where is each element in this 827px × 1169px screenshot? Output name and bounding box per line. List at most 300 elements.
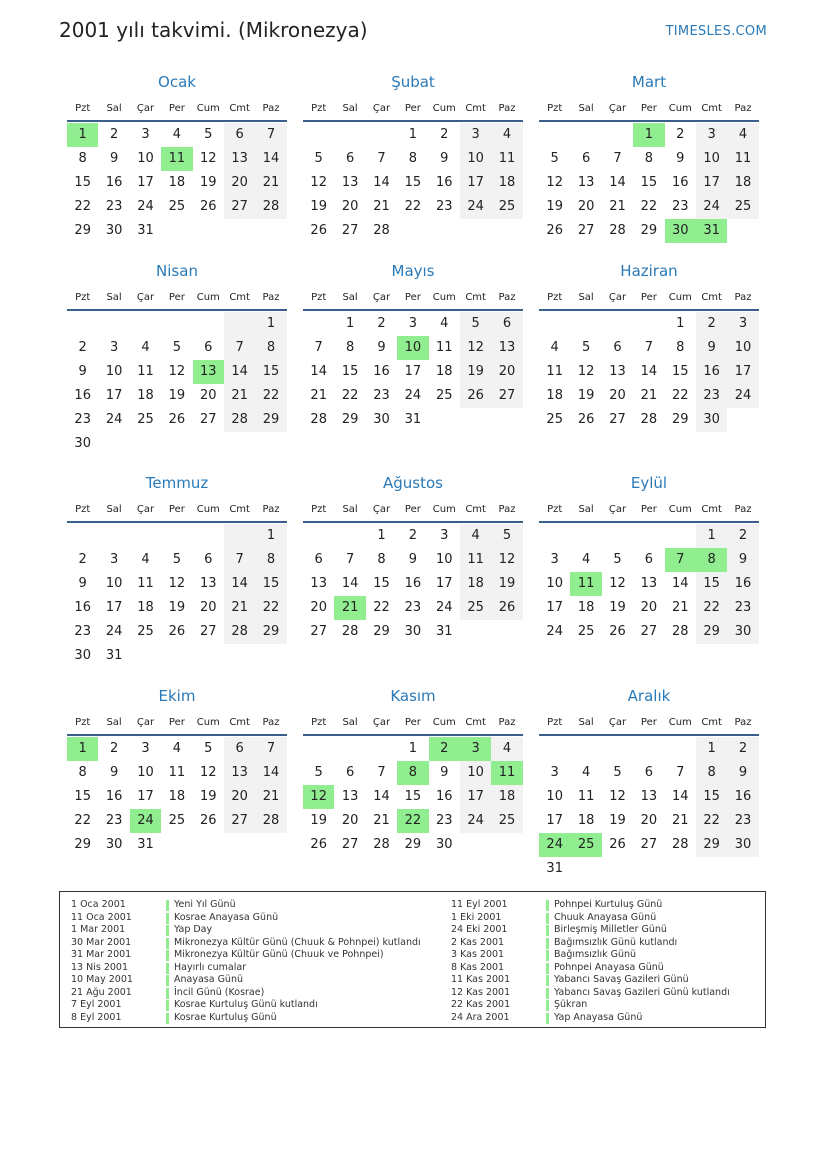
month-12: [539, 684, 759, 881]
day-cell: 4: [141, 340, 150, 355]
day-cell: 19: [310, 199, 327, 214]
legend-item: [451, 949, 730, 962]
day-cell: 21: [671, 813, 689, 828]
legend-color-marker: [166, 913, 169, 924]
weekday-label: Per: [404, 103, 421, 114]
day-cell: 12: [168, 364, 186, 379]
day-grid: [303, 524, 523, 644]
day-cell: 11: [435, 340, 453, 355]
weekday-label: Cum: [668, 717, 692, 728]
month-name: Eylül: [630, 474, 668, 492]
day-cell: 27: [341, 223, 359, 238]
day-cell: 25: [460, 596, 491, 620]
empty-cell: [98, 312, 129, 336]
day-cell: 2: [727, 524, 758, 548]
weekday-label: Cum: [668, 504, 692, 515]
day-cell: 7: [377, 765, 386, 780]
weekday-label: Cmt: [465, 717, 486, 728]
day-cell: 14: [310, 364, 327, 379]
day-cell: 19: [609, 600, 626, 615]
month-5: [303, 259, 523, 432]
month-name: Mayıs: [391, 262, 435, 280]
weekday-header: [67, 287, 287, 311]
legend-holiday-name: Kosrae Anayasa Günü: [174, 911, 279, 923]
weekday-label: Cmt: [701, 504, 722, 515]
weekday-label: Pzt: [75, 292, 91, 303]
day-cell: 31: [404, 412, 422, 427]
day-cell: 8: [676, 340, 685, 355]
day-cell: 18: [546, 388, 563, 403]
weekday-label: Per: [640, 292, 657, 303]
weekday-label: Cmt: [229, 504, 250, 515]
day-cell: 2: [109, 127, 119, 142]
day-grid: [539, 737, 759, 881]
weekday-label: Cmt: [701, 103, 722, 114]
day-grid: [303, 312, 523, 432]
day-cell: 15: [74, 175, 91, 190]
day-cell: 28: [255, 195, 286, 219]
day-cell: 21: [224, 596, 255, 620]
day-cell: 19: [199, 789, 217, 804]
day-cell: 22: [671, 388, 689, 403]
day-cell: 4: [491, 123, 522, 147]
holiday-day-cell: 13: [193, 360, 224, 384]
day-cell: 25: [491, 809, 522, 833]
legend-item: [451, 899, 730, 912]
empty-cell: [539, 123, 570, 147]
day-cell: 16: [671, 175, 689, 190]
day-cell: 26: [199, 199, 217, 214]
day-cell: 17: [696, 171, 727, 195]
day-cell: 7: [255, 737, 286, 761]
day-cell: 22: [255, 384, 286, 408]
day-cell: 15: [255, 360, 286, 384]
day-cell: 29: [671, 412, 689, 427]
day-cell: 2: [440, 127, 449, 142]
weekday-label: Sal: [106, 292, 122, 303]
day-cell: 9: [676, 151, 685, 166]
day-cell: 18: [491, 171, 522, 195]
day-cell: 16: [435, 175, 453, 190]
legend-date: 12 Kas 2001: [451, 986, 511, 998]
legend-color-marker: [166, 1000, 169, 1011]
day-cell: 14: [255, 761, 286, 785]
weekday-header: [67, 98, 287, 122]
day-cell: 13: [341, 175, 359, 190]
holiday-legend: [59, 891, 766, 1028]
legend-color-marker: [166, 975, 169, 986]
weekday-label: Sal: [342, 504, 358, 515]
day-cell: 14: [373, 789, 390, 804]
day-cell: 2: [676, 127, 685, 142]
weekday-label: Pzt: [311, 103, 327, 114]
day-cell: 22: [404, 199, 422, 214]
day-cell: 31: [105, 648, 123, 663]
day-cell: 24: [460, 809, 491, 833]
day-cell: 19: [168, 388, 186, 403]
day-cell: 8: [78, 151, 87, 166]
day-cell: 3: [460, 123, 491, 147]
legend-holiday-name: Mikronezya Kültür Günü (Chuuk ve Pohnpei): [174, 949, 384, 960]
day-cell: 29: [255, 408, 286, 432]
day-cell: 9: [109, 765, 119, 780]
day-cell: 28: [255, 809, 286, 833]
weekday-label: Per: [640, 103, 657, 114]
weekday-header: [539, 98, 759, 122]
day-cell: 7: [255, 123, 286, 147]
weekday-header: [539, 287, 759, 311]
day-cell: 26: [168, 412, 186, 427]
empty-cell: [366, 737, 397, 761]
day-cell: 30: [696, 408, 727, 432]
day-cell: 5: [314, 151, 323, 166]
day-cell: 14: [255, 147, 286, 171]
day-cell: 23: [435, 199, 453, 214]
day-cell: 16: [74, 388, 91, 403]
weekday-label: Sal: [578, 292, 594, 303]
weekday-label: Çar: [608, 504, 627, 515]
month-8: [303, 471, 523, 644]
empty-cell: [193, 524, 224, 548]
empty-cell: [334, 524, 365, 548]
day-cell: 25: [546, 412, 563, 427]
legend-date: 24 Eki 2001: [451, 924, 508, 935]
day-cell: 6: [345, 151, 355, 166]
weekday-label: Sal: [342, 103, 358, 114]
empty-cell: [633, 737, 664, 761]
brand-link[interactable]: TIMESLES.COM: [665, 24, 767, 39]
day-cell: 10: [137, 151, 154, 166]
weekday-label: Per: [404, 504, 421, 515]
day-cell: 16: [74, 600, 91, 615]
legend-date: 30 Mar 2001: [71, 936, 132, 948]
day-cell: 14: [609, 175, 626, 190]
legend-holiday-name: Birleşmiş Milletler Günü: [554, 924, 667, 935]
month-name: Temmuz: [145, 474, 209, 492]
legend-date: 1 Oca 2001: [71, 899, 126, 910]
empty-cell: [633, 524, 664, 548]
legend-color-marker: [166, 963, 169, 974]
holiday-day-cell: 11: [491, 761, 522, 785]
day-cell: 20: [310, 600, 327, 615]
day-cell: 7: [314, 340, 323, 355]
day-cell: 12: [460, 336, 491, 360]
day-cell: 16: [105, 175, 123, 190]
legend-item: [451, 912, 730, 925]
empty-cell: [98, 524, 129, 548]
day-cell: 11: [491, 147, 522, 171]
day-cell: 9: [727, 548, 758, 572]
day-cell: 2: [696, 312, 727, 336]
day-cell: 10: [105, 576, 123, 591]
weekday-label: Cmt: [465, 103, 486, 114]
legend-color-marker: [546, 938, 549, 949]
day-cell: 6: [644, 765, 653, 780]
day-cell: 28: [609, 223, 626, 238]
weekday-label: Sal: [106, 717, 122, 728]
day-cell: 22: [696, 596, 727, 620]
weekday-label: Paz: [734, 717, 752, 728]
weekday-label: Cum: [668, 292, 692, 303]
day-cell: 26: [168, 624, 186, 639]
weekday-label: Cum: [196, 717, 220, 728]
day-cell: 26: [199, 813, 217, 828]
weekday-header: [539, 712, 759, 736]
day-cell: 10: [460, 761, 491, 785]
day-cell: 26: [609, 624, 626, 639]
day-cell: 16: [105, 789, 123, 804]
day-cell: 6: [581, 151, 591, 166]
day-cell: 27: [640, 624, 658, 639]
legend-item: [71, 937, 421, 950]
day-cell: 26: [577, 412, 595, 427]
legend-item: [71, 899, 421, 912]
day-cell: 17: [404, 364, 422, 379]
page-title: 2001 yılı takvimi. (Mikronezya): [59, 18, 368, 42]
legend-column-left: [71, 899, 421, 1024]
day-cell: 17: [546, 813, 563, 828]
day-cell: 27: [341, 837, 359, 852]
legend-item: [451, 974, 730, 987]
legend-column-right: [451, 899, 730, 1024]
day-cell: 16: [696, 360, 727, 384]
day-cell: 19: [310, 813, 327, 828]
empty-cell: [67, 524, 98, 548]
month-name: Nisan: [156, 262, 198, 280]
day-cell: 3: [141, 127, 150, 142]
legend-item: [71, 999, 421, 1012]
weekday-header: [303, 712, 523, 736]
holiday-day-cell: 24: [130, 809, 161, 833]
weekday-label: Cum: [432, 292, 456, 303]
day-cell: 19: [546, 199, 563, 214]
legend-item: [451, 1012, 730, 1025]
day-cell: 14: [671, 576, 689, 591]
legend-holiday-name: Bağımsızlık Günü kutlandı: [554, 936, 678, 948]
day-cell: 7: [676, 765, 685, 780]
day-cell: 23: [74, 412, 91, 427]
month-name: Aralık: [627, 687, 671, 705]
holiday-day-cell: 11: [570, 572, 601, 596]
day-cell: 5: [204, 127, 213, 142]
day-grid: [539, 312, 759, 432]
legend-holiday-name: Chuuk Anayasa Günü: [554, 911, 657, 923]
day-cell: 10: [546, 789, 563, 804]
day-cell: 26: [310, 837, 327, 852]
month-name: Kasım: [390, 687, 436, 705]
day-cell: 27: [491, 384, 522, 408]
empty-cell: [303, 312, 334, 336]
holiday-day-cell: 3: [460, 737, 491, 761]
day-cell: 28: [224, 408, 255, 432]
day-cell: 27: [640, 837, 658, 852]
day-cell: 23: [105, 813, 123, 828]
day-cell: 13: [491, 336, 522, 360]
day-cell: 10: [727, 336, 758, 360]
weekday-label: Paz: [498, 717, 516, 728]
day-cell: 28: [640, 412, 658, 427]
holiday-day-cell: 12: [303, 785, 334, 809]
holiday-day-cell: 7: [665, 548, 696, 572]
legend-color-marker: [546, 913, 549, 924]
empty-cell: [193, 312, 224, 336]
day-cell: 23: [373, 388, 390, 403]
day-cell: 2: [78, 552, 87, 567]
day-cell: 9: [377, 340, 386, 355]
day-cell: 23: [671, 199, 689, 214]
day-cell: 17: [105, 600, 123, 615]
legend-color-marker: [166, 1013, 169, 1024]
day-cell: 8: [377, 552, 386, 567]
day-cell: 3: [550, 552, 559, 567]
legend-item: [451, 999, 730, 1012]
day-cell: 24: [105, 624, 123, 639]
day-cell: 18: [577, 600, 595, 615]
day-cell: 20: [224, 785, 255, 809]
day-cell: 1: [255, 524, 286, 548]
legend-holiday-name: Kosrae Kurtuluş Günü: [174, 1011, 277, 1023]
day-cell: 25: [168, 199, 186, 214]
day-cell: 4: [491, 737, 522, 761]
weekday-label: Sal: [342, 292, 358, 303]
weekday-label: Cmt: [229, 292, 250, 303]
day-grid: [303, 123, 523, 243]
holiday-day-cell: 22: [397, 809, 428, 833]
weekday-label: Per: [640, 717, 657, 728]
day-cell: 9: [109, 151, 119, 166]
day-cell: 29: [74, 223, 91, 238]
day-cell: 18: [435, 364, 453, 379]
weekday-label: Çar: [608, 717, 627, 728]
day-cell: 21: [224, 384, 255, 408]
day-cell: 20: [199, 600, 217, 615]
day-cell: 31: [137, 223, 154, 238]
day-cell: 19: [577, 388, 595, 403]
empty-cell: [539, 524, 570, 548]
day-cell: 14: [224, 572, 255, 596]
day-cell: 4: [727, 123, 758, 147]
day-cell: 21: [310, 388, 327, 403]
day-cell: 6: [613, 340, 622, 355]
day-cell: 11: [168, 765, 186, 780]
day-cell: 15: [671, 364, 689, 379]
day-cell: 23: [435, 813, 453, 828]
month-name: Şubat: [391, 73, 435, 91]
day-cell: 24: [546, 624, 563, 639]
day-cell: 9: [440, 151, 449, 166]
day-cell: 28: [224, 620, 255, 644]
day-cell: 13: [640, 576, 658, 591]
weekday-label: Pzt: [547, 103, 563, 114]
day-cell: 4: [440, 316, 449, 331]
legend-item: [71, 924, 421, 937]
day-cell: 2: [727, 737, 758, 761]
weekday-label: Cum: [196, 103, 220, 114]
empty-cell: [224, 524, 255, 548]
empty-cell: [570, 123, 601, 147]
day-cell: 5: [550, 151, 559, 166]
day-cell: 26: [310, 223, 327, 238]
weekday-label: Paz: [734, 103, 752, 114]
day-cell: 18: [168, 789, 186, 804]
day-cell: 11: [460, 548, 491, 572]
day-cell: 22: [74, 199, 91, 214]
day-cell: 17: [727, 360, 758, 384]
day-cell: 19: [609, 813, 626, 828]
day-cell: 6: [224, 737, 255, 761]
day-cell: 15: [74, 789, 91, 804]
legend-date: 2 Kas 2001: [451, 936, 505, 948]
month-6: [539, 259, 759, 432]
day-cell: 26: [491, 596, 522, 620]
day-cell: 4: [172, 127, 181, 142]
day-cell: 20: [224, 171, 255, 195]
weekday-label: Paz: [262, 103, 280, 114]
day-cell: 9: [727, 761, 758, 785]
day-cell: 25: [727, 195, 758, 219]
weekday-label: Cmt: [701, 292, 722, 303]
day-cell: 24: [105, 412, 123, 427]
day-grid: [539, 123, 759, 243]
month-7: [67, 471, 287, 668]
weekday-label: Cum: [196, 504, 220, 515]
empty-cell: [334, 737, 365, 761]
day-cell: 27: [577, 223, 595, 238]
day-cell: 29: [640, 223, 658, 238]
month-3: [539, 70, 759, 243]
day-cell: 4: [581, 765, 591, 780]
legend-item: [451, 924, 730, 937]
empty-cell: [161, 524, 192, 548]
day-cell: 7: [345, 552, 355, 567]
day-cell: 20: [341, 199, 359, 214]
day-cell: 4: [460, 524, 491, 548]
day-cell: 30: [404, 624, 422, 639]
day-cell: 12: [609, 789, 626, 804]
day-cell: 21: [255, 171, 286, 195]
day-cell: 3: [109, 340, 119, 355]
day-cell: 1: [408, 127, 417, 142]
legend-date: 1 Mar 2001: [71, 924, 126, 935]
month-2: [303, 70, 523, 243]
legend-holiday-name: Anayasa Günü: [174, 974, 244, 985]
weekday-label: Paz: [262, 717, 280, 728]
day-cell: 8: [696, 761, 727, 785]
day-cell: 7: [377, 151, 386, 166]
day-cell: 19: [168, 600, 186, 615]
day-cell: 21: [255, 785, 286, 809]
empty-cell: [303, 737, 334, 761]
day-cell: 11: [137, 364, 154, 379]
month-name: Mart: [631, 73, 667, 91]
day-grid: [303, 737, 523, 857]
day-cell: 11: [727, 147, 758, 171]
day-cell: 19: [460, 360, 491, 384]
day-cell: 23: [696, 384, 727, 408]
day-cell: 6: [644, 552, 653, 567]
day-cell: 29: [404, 837, 422, 852]
day-cell: 8: [408, 151, 417, 166]
day-cell: 23: [727, 809, 758, 833]
weekday-label: Çar: [608, 103, 627, 114]
day-cell: 8: [644, 151, 653, 166]
day-grid: [67, 524, 287, 668]
holiday-day-cell: 8: [696, 548, 727, 572]
day-cell: 15: [404, 789, 422, 804]
empty-cell: [633, 312, 664, 336]
day-cell: 12: [609, 576, 626, 591]
day-grid: [539, 524, 759, 644]
